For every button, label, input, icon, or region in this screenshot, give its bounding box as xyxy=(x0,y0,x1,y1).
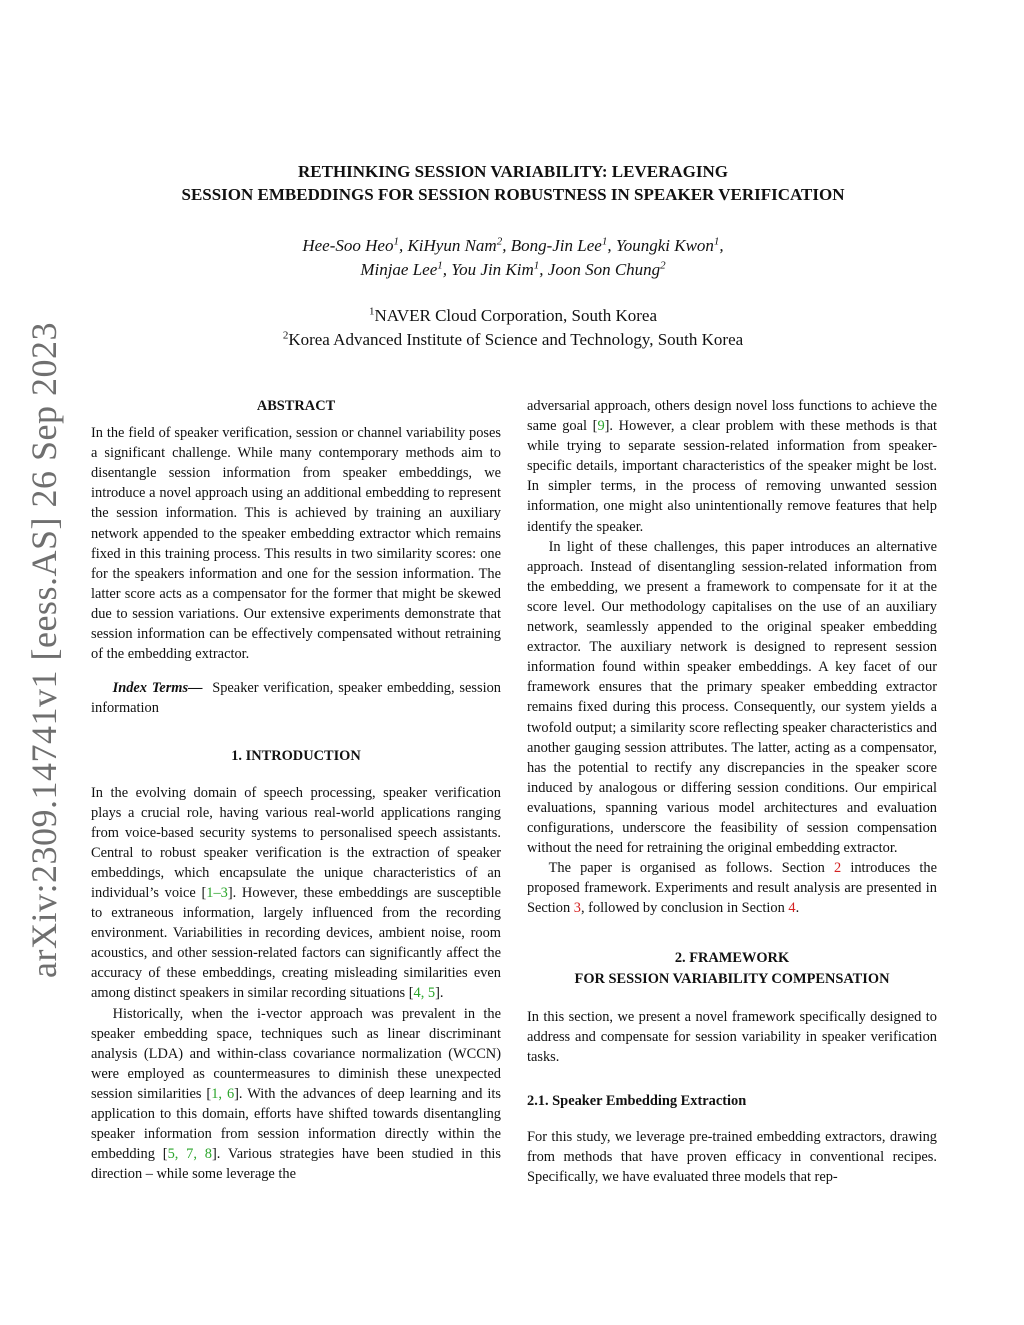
framework-paragraph-2: For this study, we leverage pre-trained embedding extractors, drawing from methods that have proven efficacy in conventional recipes. Specifically, we have evaluated three models that rep- xyxy=(527,1129,937,1186)
intro-paragraph-3: adversarial approach, others design novel loss functions to achieve the same goal [9]. However, a clear problem with these methods is that while trying to separate session-related information from speaker-specific details, important characteristics of the speaker might be lost. In simpler terms, in the process of removing unwanted session information, one might also unintentionally remove features that help identify the speaker. xyxy=(527,398,937,535)
author-name: Bong-Jin Lee xyxy=(510,236,602,255)
author-name: Hee-Soo Heo xyxy=(302,236,394,255)
section-reference-link[interactable]: 4 xyxy=(788,900,796,917)
abstract-text: In the field of speaker verification, session or channel variability poses a significant challenge. While many contemporary methods aim to disentangle session information from speaker embeddings, we introduce a novel approach using an additional embedding to represent the session information. This is achieved by training an auxiliary network appended to the speaker embedding extractor which remains fixed in this training process. This results in two similarity scores: one for the speakers information and one for the session information. The latter score acts as a compensator for the former that might be skewed due to session variations. Our extensive experiments demonstrate that session information can be effectively compensated without retraining of the embedding extractor. xyxy=(91,425,501,663)
author-affiliation-mark: 2 xyxy=(496,235,503,248)
intro-paragraph-5: The paper is organised as follows. Section 2 introduces the proposed framework. Experiments and result analysis are presented in Section 3, followed by conclusion in Section 4. xyxy=(527,860,937,917)
intro-paragraph-2: Historically, when the i-vector approach was prevalent in the speaker embedding space, techniques such as linear discriminant analysis (LDA) and within-class covariance normalization (WCCN) were employed as countermeasures to diminish these unexpected session similarities [1, 6]. With the advances of deep learning and its application to this domain, efforts have shifted towards disentangling speaker information from session information directly within the embedding [5, 7, 8]. Various strategies have been studied in this direction – while some leverage the xyxy=(91,1005,502,1183)
author-affiliation-mark: 1 xyxy=(393,235,399,248)
citation-link[interactable]: 9 xyxy=(597,418,605,435)
section-reference-link[interactable]: 3 xyxy=(573,900,581,917)
citation-link[interactable]: 1–3 xyxy=(206,884,228,901)
index-terms xyxy=(91,678,501,718)
author-line-1: Hee-Soo Heo$^1$, KiHyun Nam$^2$, Bong-Jin Lee$^1$, Youngki Kwon$^1$, xyxy=(302,235,724,255)
citation-link[interactable]: 1, 6 xyxy=(211,1085,235,1102)
framework-paragraph-1: In this section, we present a novel framework specifically designed to address and compensate for session variability in speaker verification tasks. xyxy=(527,1008,937,1065)
left-column xyxy=(91,396,501,1184)
author-affiliation-mark: 1 xyxy=(533,259,540,272)
affiliation-line: $^2$Korea Advanced Institute of Science and Technology, South Korea xyxy=(282,329,744,349)
author-affiliation-mark: 1 xyxy=(713,235,720,248)
paper-title xyxy=(90,160,936,206)
author-name: Minjae Lee xyxy=(360,260,438,279)
abstract-heading: ABSTRACT xyxy=(256,398,336,414)
title-line-2: SESSION EMBEDDINGS FOR SESSION ROBUSTNESS IN SPEAKER VERIFICATION xyxy=(181,185,845,204)
author-name: You Jin Kim xyxy=(451,260,534,279)
author-affiliation-mark: 1 xyxy=(437,259,443,272)
author-affiliation-mark: 2 xyxy=(660,259,666,272)
citation-link[interactable]: 5, 7, 8 xyxy=(167,1146,212,1163)
author-name: Joon Son Chung xyxy=(547,260,661,279)
intro-paragraph-4: In light of these challenges, this paper introduces an alternative approach. Instead of disentangling session-related information from the embedding, we present a framework to compensate for it at the score level. Our methodology capitalises on the use of an auxiliary network, seamlessly appended to the original speaker embedding extractor. The auxiliary network is designed to represent session information found within speaker embeddings. A key facet of our framework ensures that the primary speaker embedding extractor remains fixed during this process. Consequently, our system yields a twofold output; a similarity score reflecting speaker characteristics and another gauging session attributes. The latter, acting as a compensator, has the potential to rectify any discrepancies in the speaker score induced by analogous or differing session conditions. Our empirical evaluations, spanning various model architectures and evaluation configurations, underscore the feasibility of session compensation without the need for retraining the original embedding extractor. xyxy=(527,538,937,857)
author-affiliation-mark: 1 xyxy=(601,235,608,248)
affiliations xyxy=(90,304,936,352)
author-name: Youngki Kwon xyxy=(615,236,714,255)
introduction-heading: 1. INTRODUCTION xyxy=(231,748,361,765)
affiliation-line: $^1$NAVER Cloud Corporation, South Korea xyxy=(368,305,658,325)
author-list xyxy=(90,234,936,282)
arxiv-identifier-stamp: arXiv:2309.14741v1 [eess.AS] 26 Sep 2023 xyxy=(24,322,64,978)
index-terms-label: Index Terms— xyxy=(112,680,203,697)
author-line-2: Minjae Lee$^1$, You Jin Kim$^1$, Joon Son Chung$^2$ xyxy=(360,259,666,279)
subsection-heading: 2.1. Speaker Embedding Extraction xyxy=(527,1092,747,1109)
framework-heading: 2. FRAMEWORK FOR SESSION VARIABILITY COMPENSATION xyxy=(574,950,890,987)
author-name: KiHyun Nam xyxy=(407,236,497,255)
intro-paragraph-1: In the evolving domain of speech processing, speaker verification plays a crucial role, having various real-world applications ranging from voice-based security systems to personalised speech assistants. Central to robust speaker verification is the extraction of speaker embeddings, which encapsulate the unique characteristics of an individual’s voice [1–3]. However, these embeddings are susceptible to extraneous information, largely influenced from the recording environment. Variabilities in recording devices, ambient noise, room acoustics, and other session-related factors can significantly affect the accuracy of these embeddings, creating misleading similarities even among distinct speakers in similar recording situations [4, 5]. xyxy=(91,784,502,1002)
section-reference-link[interactable]: 2 xyxy=(834,860,842,877)
right-column xyxy=(527,396,937,1187)
title-line-1: RETHINKING SESSION VARIABILITY: LEVERAGING xyxy=(297,162,728,181)
index-terms-text: Speaker verification, speaker embedding, session information xyxy=(91,680,501,717)
citation-link[interactable]: 4, 5 xyxy=(413,985,436,1002)
